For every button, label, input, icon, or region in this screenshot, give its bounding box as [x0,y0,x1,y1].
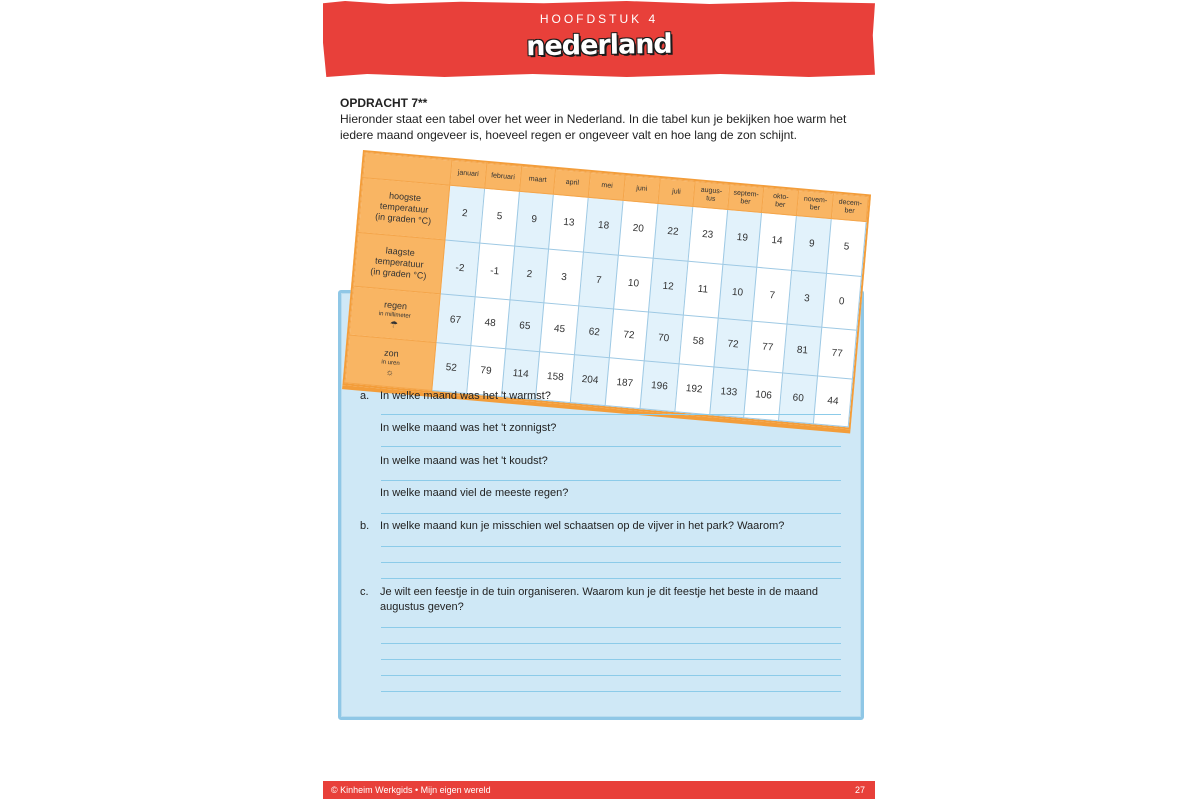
month-header: septem- ber [727,185,764,213]
answer-line[interactable] [381,627,841,628]
question-c [360,585,840,615]
table-cell: 158 [536,351,575,402]
month-header: okto- ber [762,188,799,216]
chapter-title: nederland [525,28,673,63]
table-cell: 45 [540,303,579,354]
question-b [360,520,785,532]
question-text: In welke maand viel de meeste regen? [380,487,569,499]
question-text: In welke maand was het 't zonnigst? [380,422,557,434]
table-cell: 48 [471,297,510,348]
row-label-text: zon [383,347,400,359]
answer-line[interactable] [381,643,841,644]
table-cell: 2 [510,246,549,304]
month-header: decem- ber [831,194,868,222]
table-cell: 0 [822,273,862,331]
table-cell: 77 [748,322,787,373]
answer-line[interactable] [381,578,841,579]
question-text: In welke maand was het 't koudst? [380,455,548,467]
table-cell: 10 [718,264,757,322]
question-text: In welke maand was het 't warmst? [380,390,551,402]
table-cell: 20 [618,200,657,258]
table-cell: 70 [644,312,683,363]
table-cell: 12 [648,258,687,316]
table-cell: 204 [571,354,610,405]
answer-line[interactable] [381,691,841,692]
table-cell: 13 [549,194,588,252]
month-header: juni [623,175,660,203]
question-letter: c. [360,586,369,598]
table-cell: 52 [432,342,471,393]
question-letter: a. [360,390,370,402]
page-footer [323,781,875,799]
task-intro: Hieronder staat een tabel over het weer in Nederland. In die tabel kun je bekijken hoe warm het iedere maand ongeveer is, hoeveel regen er ongeveer valt en hoe lang de zon schijnt. [340,112,847,142]
row-label [354,232,445,294]
table-cell: 114 [501,348,540,399]
question-a3 [380,455,548,467]
month-header: april [554,169,591,197]
row-label [358,178,449,240]
table-cell: 187 [605,357,644,408]
month-header: juli [658,179,695,207]
question-a2 [380,422,556,434]
month-header: maart [519,166,556,194]
table-cell: 9 [514,191,553,249]
table-cell: 72 [609,309,648,360]
table-cell: 7 [579,252,618,310]
row-label [349,287,440,343]
table-cell: 2 [445,185,484,243]
answer-line[interactable] [381,446,841,447]
table-cell: 192 [675,364,714,415]
answer-line[interactable] [381,480,841,481]
question-text: Je wilt een feestje in de tuin organiseren. Waarom kun je dit feestje het beste in de maand augustus geven? [380,586,819,613]
page-number: 27 [854,785,865,795]
month-header: augus- tus [693,182,730,210]
table-cell: 5 [480,188,519,246]
table-cell: 3 [544,249,583,307]
question-a4 [380,487,568,499]
answer-line[interactable] [381,414,841,415]
table-cell: 23 [688,206,727,264]
table-cell: 67 [436,294,475,345]
month-header: mei [589,172,626,200]
table-cell: 3 [787,270,826,328]
table-cell: 19 [723,209,762,267]
table-cell: 106 [744,370,783,421]
table-cell: 72 [714,319,753,370]
month-header: februari [484,163,521,191]
answer-line[interactable] [381,546,841,547]
table-cell: -1 [475,243,514,301]
question-a [360,390,551,402]
row-label-text: hoogste temperatuur (in graden °C) [374,190,432,227]
question-text: In welke maand kun je misschien wel schaatsen op de vijver in het park? Waarom? [380,520,785,532]
row-label-text: regen [383,299,408,311]
answer-line[interactable] [381,513,841,514]
table-cell: 60 [779,373,818,424]
table-cell: 65 [505,300,544,351]
table-cell: 58 [679,315,718,366]
table-cell: 44 [813,376,852,427]
table-cell: 11 [683,261,722,319]
umbrella-icon: ☂ [389,318,399,330]
month-header: januari [450,160,487,188]
footer-publisher: © Kinheim Werkgids • Mijn eigen wereld [331,785,491,795]
table-cell: 62 [575,306,614,357]
task-title: OPDRACHT 7** [340,96,428,110]
month-header: novem- ber [797,191,834,219]
table-cell: 7 [752,267,791,325]
answer-line[interactable] [381,675,841,676]
table-cell: 9 [792,216,831,274]
chapter-label: HOOFDSTUK 4 [539,12,659,26]
table-cell: -2 [440,240,479,298]
row-label-text: laagste temperatuur (in graden °C) [369,245,427,282]
weather-table [342,150,871,430]
row-label [345,335,436,391]
answer-line[interactable] [381,562,841,563]
table-cell: 10 [614,255,653,313]
table-cell: 18 [584,197,623,255]
row-label-unit: in uren [381,359,400,367]
sun-icon: ☼ [385,366,395,378]
row-label-unit: in millimeter [378,310,411,320]
table-cell: 77 [818,328,857,379]
table-cell: 5 [827,219,867,277]
table-cell: 81 [783,325,822,376]
table-cell: 14 [757,213,796,271]
table-cell: 22 [653,203,692,261]
table-cell: 79 [467,345,506,396]
table-cell: 133 [709,367,748,418]
question-letter: b. [360,520,370,532]
table-cell: 196 [640,361,679,412]
answer-line[interactable] [381,659,841,660]
